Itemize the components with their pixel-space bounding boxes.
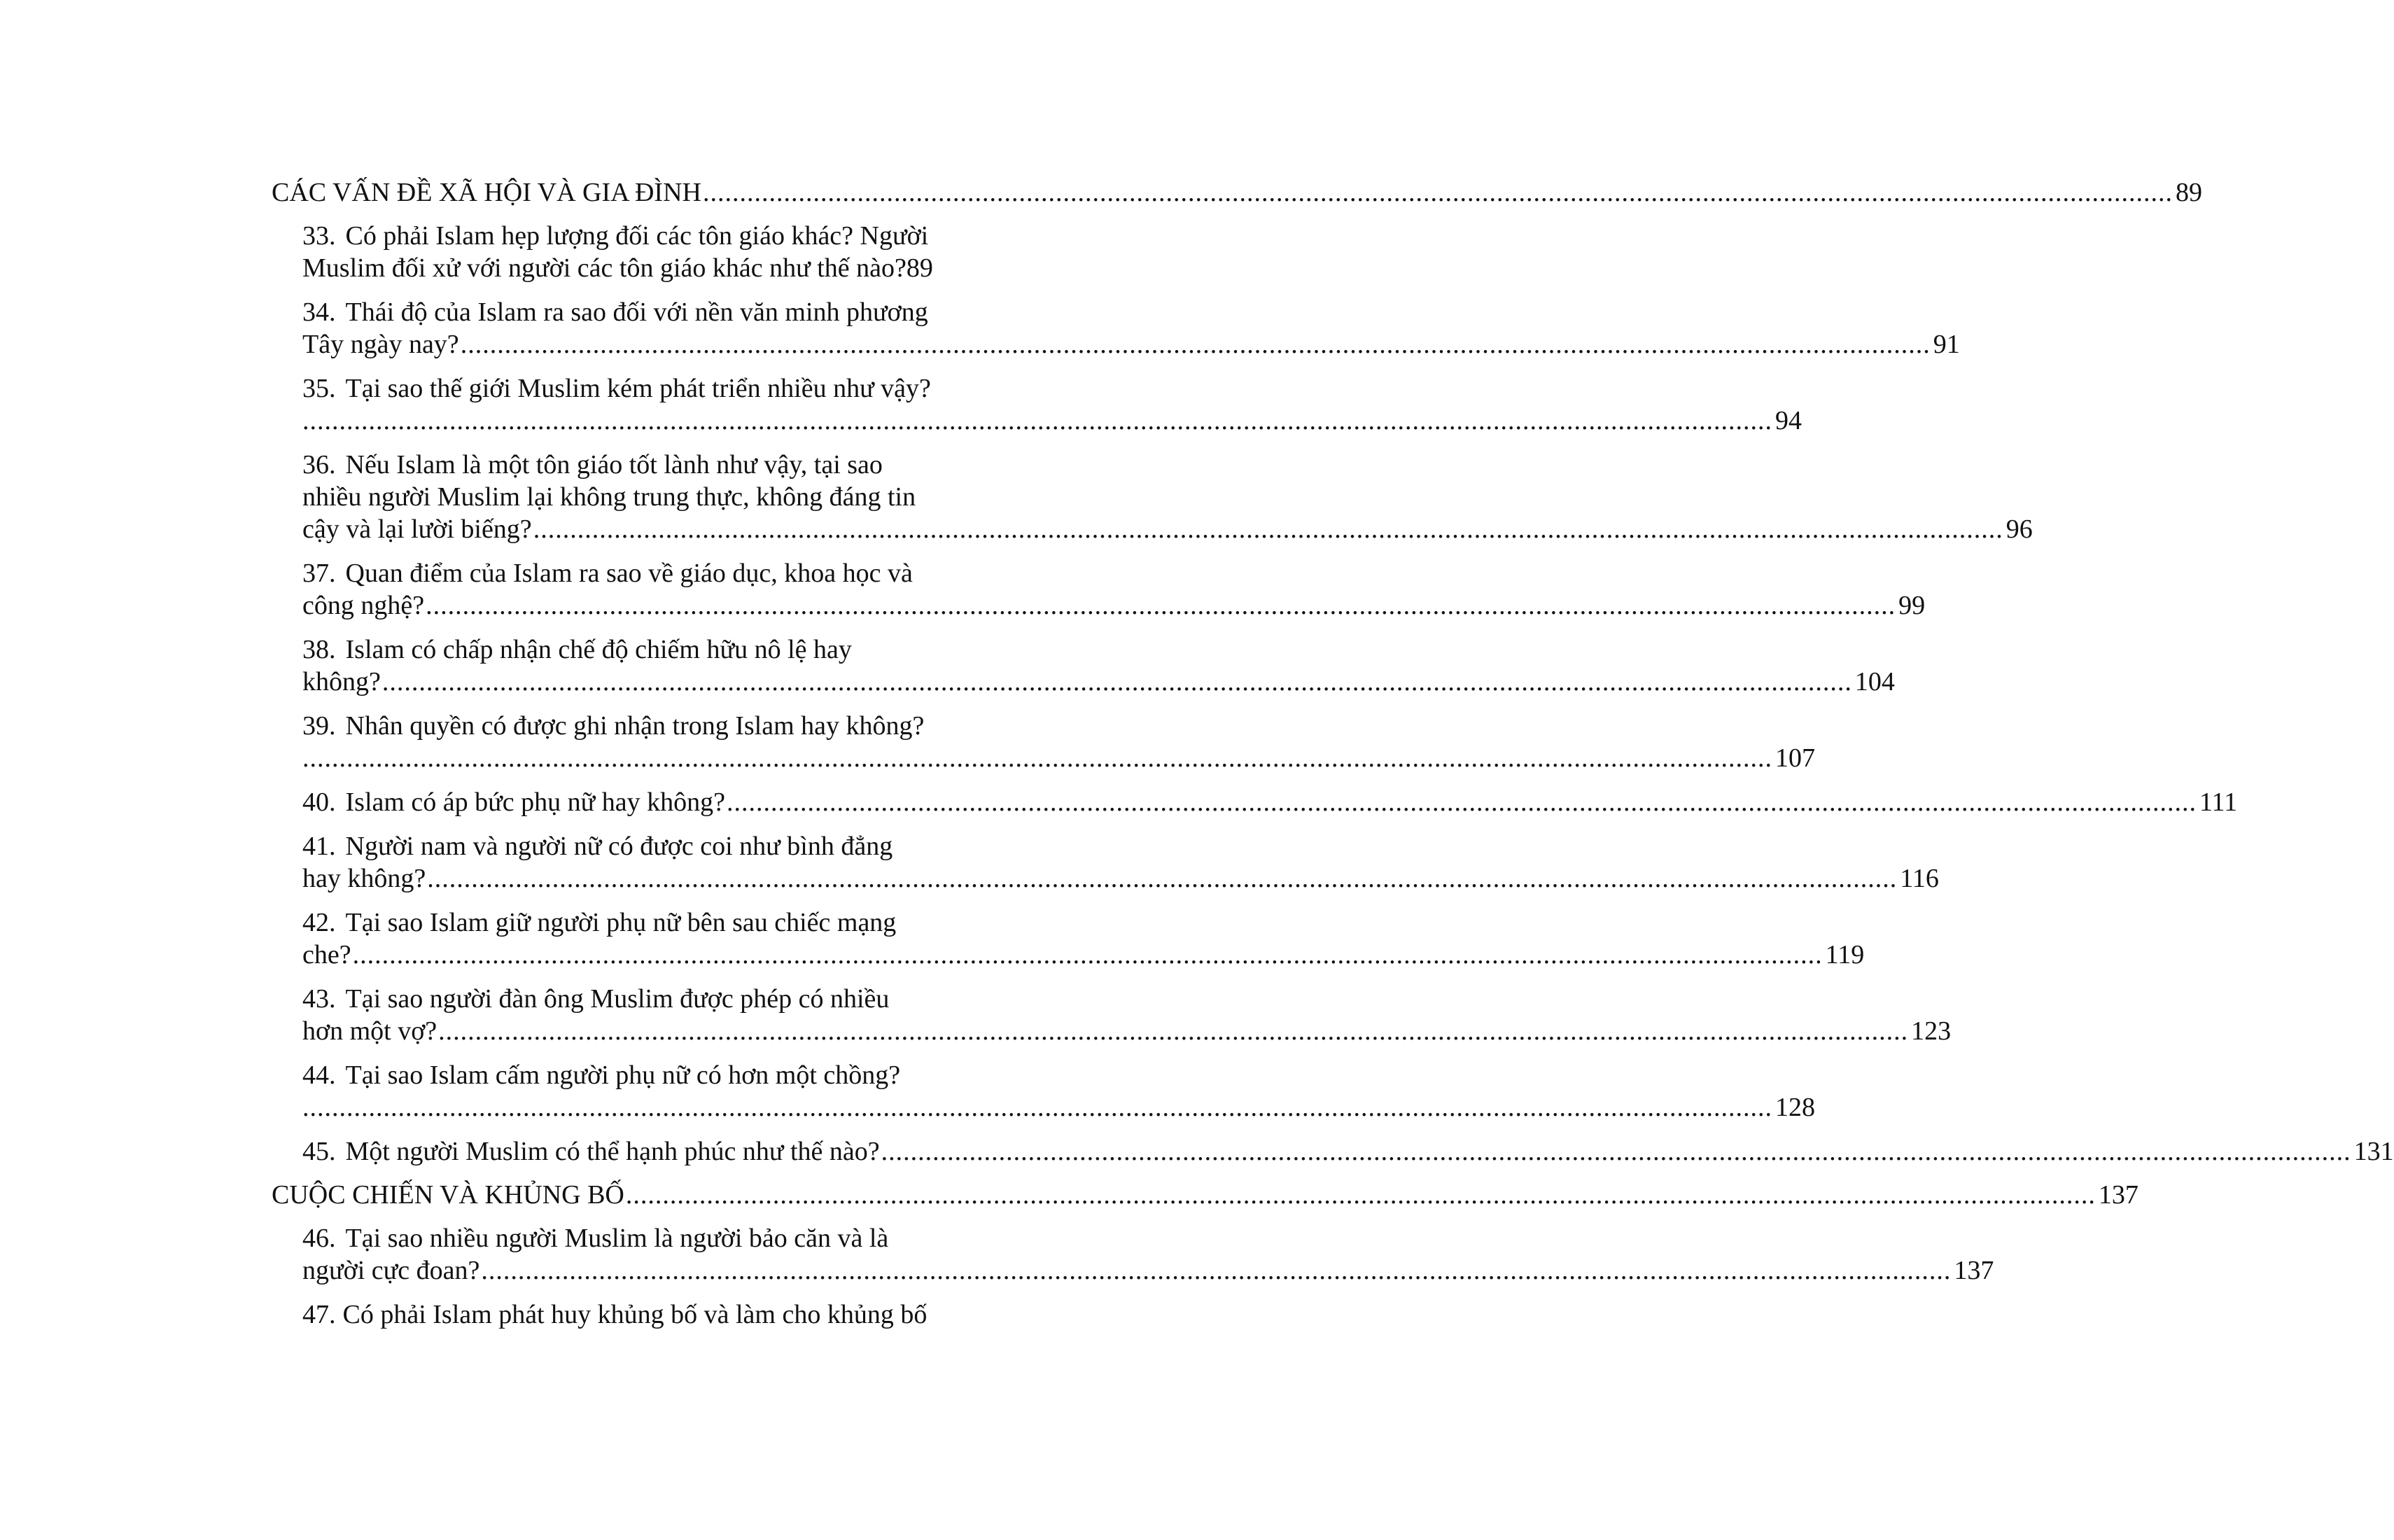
item-number: 39. xyxy=(302,711,336,741)
item-title-line: che? xyxy=(302,940,351,969)
item-number: 41. xyxy=(302,832,336,861)
item-number: 40. xyxy=(302,788,336,817)
item-number: 35. xyxy=(302,374,336,403)
item-title-line: Tại sao nhiều người Muslim là người bảo căn và là xyxy=(345,1224,889,1253)
dot-leader xyxy=(302,405,1772,437)
toc-item-44 xyxy=(302,1059,1815,1124)
toc-section-war-terrorism xyxy=(272,1179,2138,1211)
item-number: 43. xyxy=(302,984,336,1014)
toc-item-45 xyxy=(302,1135,2394,1168)
item-title-line: Tại sao Islam cấm người phụ nữ có hơn một chồng? xyxy=(345,1060,901,1090)
dot-leader xyxy=(382,666,1852,698)
item-title-line: Tây ngày nay? xyxy=(302,330,459,359)
page-number: 128 xyxy=(1775,1093,1815,1122)
toc-item-37 xyxy=(302,557,1926,622)
item-title-line: Có phải Islam phát huy khủng bố và làm cho khủng bố xyxy=(342,1300,927,1329)
page-number: 119 xyxy=(1825,940,1865,969)
page-number: 89 xyxy=(906,253,933,283)
dot-leader xyxy=(626,1179,2096,1211)
dot-leader xyxy=(426,589,1896,622)
dot-leader xyxy=(302,1091,1772,1124)
item-number: 34. xyxy=(302,298,336,327)
dot-leader xyxy=(427,862,1897,895)
page-number: 107 xyxy=(1775,743,1815,773)
page-number: 89 xyxy=(2175,178,2202,207)
item-number: 36. xyxy=(302,450,336,479)
dot-leader xyxy=(302,742,1772,774)
item-title-line: Islam có áp bức phụ nữ hay không? xyxy=(345,788,725,817)
item-title-line: người cực đoan? xyxy=(302,1256,480,1285)
table-of-contents xyxy=(272,176,2394,1343)
item-title-line: Thái độ của Islam ra sao đối với nền văn minh phương xyxy=(345,298,928,327)
page-number: 123 xyxy=(1911,1016,1952,1046)
page-number: 137 xyxy=(2098,1180,2138,1210)
item-title-line: Quan điểm của Islam ra sao về giáo dục, khoa học và xyxy=(345,559,913,588)
dot-leader xyxy=(461,328,1931,360)
page-number: 104 xyxy=(1854,667,1895,696)
dot-leader xyxy=(438,1015,1908,1047)
toc-section-social-family xyxy=(272,176,2202,209)
page-number: 94 xyxy=(1775,406,1802,435)
item-number: 44. xyxy=(302,1060,336,1090)
dot-leader xyxy=(727,786,2197,818)
item-title-line: cậy và lại lười biếng? xyxy=(302,514,532,544)
toc-item-35 xyxy=(302,372,1802,437)
item-title-line: Có phải Islam hẹp lượng đối các tôn giáo khác? Người xyxy=(345,221,929,251)
dot-leader xyxy=(533,513,2003,545)
item-title-line: Islam có chấp nhận chế độ chiếm hữu nô lệ hay xyxy=(345,635,852,664)
item-title-line: Muslim đối xử với người các tôn giáo khác như thế nào? xyxy=(302,253,906,283)
item-number: 45. xyxy=(302,1137,336,1166)
page-number: 99 xyxy=(1898,591,1926,620)
item-title-line: Người nam và người nữ có được coi như bình đẳng xyxy=(345,832,893,861)
item-title-line: Tại sao thế giới Muslim kém phát triển nhiều như vậy? xyxy=(345,374,931,403)
item-title-line: Nếu Islam là một tôn giáo tốt lành như vậy, tại sao xyxy=(345,450,883,479)
toc-item-41 xyxy=(302,830,1939,895)
item-number: 38. xyxy=(302,635,336,664)
item-number: 47. xyxy=(302,1300,336,1329)
toc-item-46 xyxy=(302,1222,1994,1287)
toc-item-36 xyxy=(302,449,2033,545)
item-title-line: hơn một vợ? xyxy=(302,1016,438,1046)
item-number: 46. xyxy=(302,1224,336,1253)
page-number: 96 xyxy=(2005,514,2033,544)
dot-leader xyxy=(703,176,2173,209)
toc-item-34 xyxy=(302,296,1960,360)
item-number: 37. xyxy=(302,559,336,588)
item-title-line: Một người Muslim có thể hạnh phúc như thế nào? xyxy=(345,1137,880,1166)
item-number: 42. xyxy=(302,908,336,937)
item-title-line: hay không? xyxy=(302,864,426,893)
item-title-line: Tại sao Islam giữ người phụ nữ bên sau chiếc mạng xyxy=(345,908,897,937)
dot-leader xyxy=(481,1254,1951,1287)
toc-item-47 xyxy=(302,1298,960,1331)
section-title: CUỘC CHIẾN VÀ KHỦNG BỐ xyxy=(272,1180,624,1210)
item-number: 33. xyxy=(302,221,336,251)
section-title: CÁC VẤN ĐỀ XÃ HỘI VÀ GIA ĐÌNH xyxy=(272,178,701,207)
toc-item-39 xyxy=(302,710,1815,774)
dot-leader xyxy=(881,1135,2351,1168)
page-number: 91 xyxy=(1933,330,1960,359)
toc-item-33 xyxy=(302,220,960,284)
page-number: 116 xyxy=(1900,864,1939,893)
toc-item-42 xyxy=(302,906,1865,971)
toc-item-43 xyxy=(302,983,1952,1047)
toc-item-40 xyxy=(302,786,2238,818)
page-number: 111 xyxy=(2199,788,2238,817)
page-number: 137 xyxy=(1954,1256,1994,1285)
item-title-line: công nghệ? xyxy=(302,591,425,620)
item-title-line: Nhân quyền có được ghi nhận trong Islam hay không? xyxy=(345,711,925,741)
toc-item-38 xyxy=(302,634,1895,698)
dot-leader xyxy=(353,939,1823,971)
page-number: 131 xyxy=(2353,1137,2394,1166)
item-title-line: nhiều người Muslim lại không trung thực, không đáng tin xyxy=(302,482,916,512)
item-title-line: Tại sao người đàn ông Muslim được phép có nhiều xyxy=(345,984,890,1014)
item-title-line: không? xyxy=(302,667,381,696)
